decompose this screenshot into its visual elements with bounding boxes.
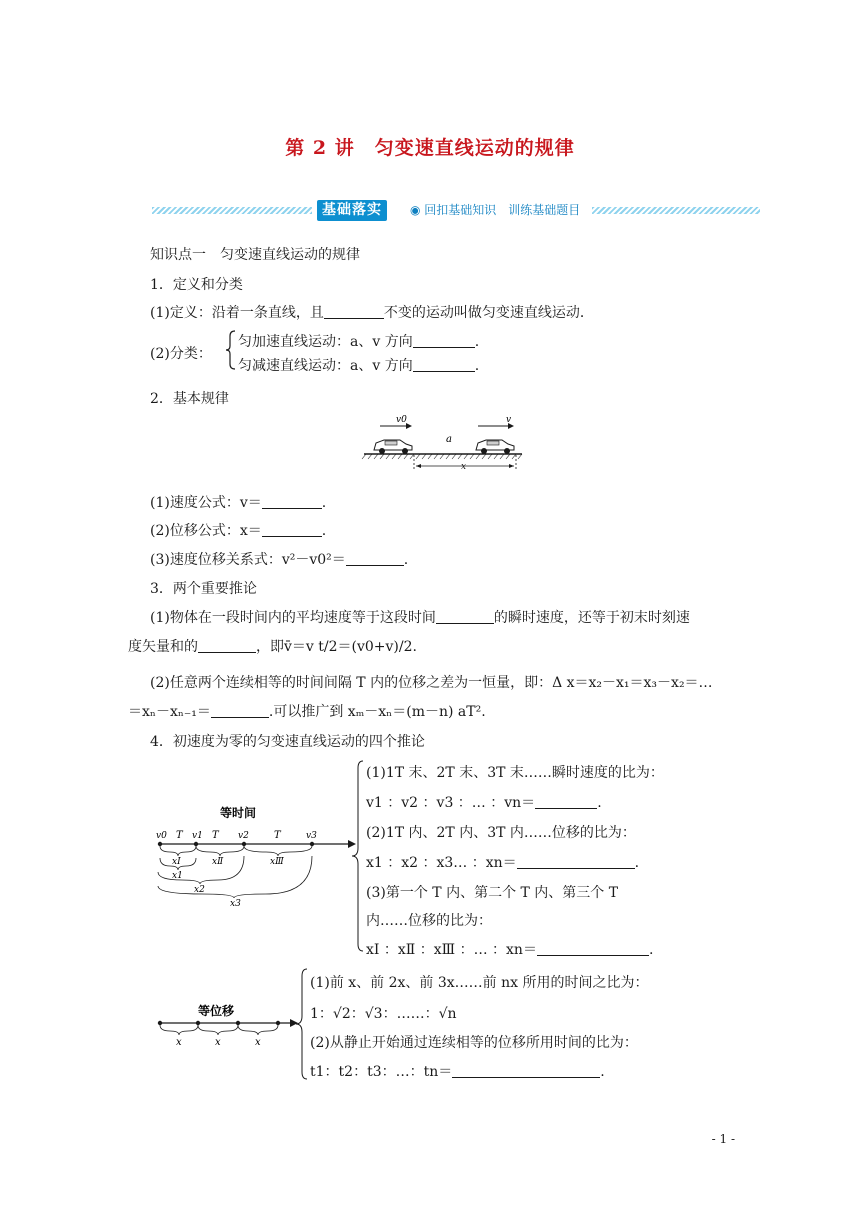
svg-text:v0: v0 bbox=[156, 831, 167, 841]
svg-text:T: T bbox=[212, 830, 219, 841]
v0-label: v0 bbox=[396, 415, 407, 425]
v-label: v bbox=[506, 415, 512, 425]
equal-displacement-brace-icon bbox=[296, 968, 308, 1080]
eq-time-r2a: (2)1T 内、2T 内、3T 内……位移的比为： bbox=[366, 825, 636, 841]
svg-text:x2: x2 bbox=[194, 885, 205, 895]
corollary-2-line-1: (2)任意两个连续相等的时间间隔 T 内的位移之差为一恒量，即：Δ x＝x₂－x₁＝x₃－x₂＝… bbox=[150, 675, 713, 691]
equal-time-brace-icon bbox=[352, 760, 364, 952]
svg-text:v1: v1 bbox=[192, 831, 203, 841]
x-label: x bbox=[461, 462, 467, 472]
displacement-formula: (2)位移公式：x＝ . bbox=[150, 523, 327, 539]
banner-badge: 基础落实 bbox=[317, 200, 387, 221]
svg-text:xⅡ: xⅡ bbox=[212, 857, 224, 867]
svg-text:x: x bbox=[255, 1037, 261, 1048]
svg-text:x: x bbox=[176, 1037, 182, 1048]
definition-line: (1)定义：沿着一条直线，且 不变的运动叫做匀变速直线运动． bbox=[150, 305, 594, 321]
eq-time-r3c: xⅠ ：xⅡ ：xⅢ ：… ：xn＝ . bbox=[366, 942, 654, 958]
corollary-1-line-2: 度矢量和的 ，即v̄＝v t/2＝(v0+v)/2. bbox=[128, 639, 417, 655]
classification-label: (2)分类： bbox=[150, 346, 212, 362]
svg-text:xⅢ: xⅢ bbox=[270, 857, 284, 867]
section-4-heading: 4．初速度为零的匀变速直线运动的四个推论 bbox=[150, 734, 425, 750]
eq-time-r1b: v1 ：v2 ：v3 ：… ：vn＝ . bbox=[366, 795, 602, 811]
knowledge-heading: 知识点一 匀变速直线运动的规律 bbox=[150, 247, 360, 263]
eq-disp-r2b: t1：t2：t3：…：tn＝ . bbox=[310, 1064, 605, 1080]
svg-text:x3: x3 bbox=[230, 899, 241, 909]
eq-disp-r1b: 1：√2：√3：……：√n bbox=[310, 1006, 457, 1022]
eq-time-r1a: (1)1T 末、2T 末、3T 末……瞬时速度的比为： bbox=[366, 765, 664, 781]
equal-time-label: 等时间 bbox=[220, 806, 257, 820]
velocity-displacement-formula: (3)速度位移关系式：v²－v0²＝ . bbox=[150, 552, 409, 568]
left-brace-icon bbox=[226, 330, 236, 370]
svg-text:T: T bbox=[274, 830, 281, 841]
corollary-1-line-1: (1)物体在一段时间内的平均速度等于这段时间 的瞬时速度，还等于初末时刻速 bbox=[150, 610, 690, 626]
classification-decelerate: 匀减速直线运动：a、v 方向 . bbox=[238, 358, 480, 374]
equal-displacement-label: 等位移 bbox=[198, 1004, 235, 1018]
section-1-heading: 1．定义和分类 bbox=[150, 277, 243, 293]
car-right-icon bbox=[476, 440, 514, 454]
page-title: 第 2 讲 匀变速直线运动的规律 bbox=[285, 137, 575, 159]
svg-text:x1: x1 bbox=[172, 871, 183, 881]
eq-time-r3a: (3)第一个 T 内、第二个 T 内、第三个 T bbox=[366, 885, 619, 901]
a-label: a bbox=[446, 434, 452, 445]
car-motion-figure bbox=[360, 412, 526, 474]
banner-subtitle: ◉ 回扣基础知识 训练基础题目 bbox=[410, 203, 581, 217]
svg-text:v3: v3 bbox=[306, 831, 317, 841]
eq-time-r3b: 内……位移的比为： bbox=[366, 913, 492, 929]
blank bbox=[324, 304, 384, 319]
svg-text:v2: v2 bbox=[238, 831, 249, 841]
car-left-icon bbox=[374, 440, 412, 454]
section-banner bbox=[152, 197, 760, 223]
banner-stripe-left bbox=[152, 207, 312, 214]
eq-disp-r1a: (1)前 x、前 2x、前 3x……前 nx 所用的时间之比为： bbox=[310, 975, 649, 991]
banner-stripe-right bbox=[592, 207, 760, 214]
eq-time-r2b: x1 ：x2 ：x3… ：xn＝ . bbox=[366, 855, 640, 871]
corollary-2-line-2: ＝xₙ－xₙ₋₁＝ .可以推广到 xₘ－xₙ＝(m－n) aT². bbox=[128, 704, 486, 720]
section-2-heading: 2．基本规律 bbox=[150, 391, 229, 407]
svg-text:xⅠ: xⅠ bbox=[172, 857, 181, 867]
eq-disp-r2a: (2)从静止开始通过连续相等的位移所用时间的比为： bbox=[310, 1035, 638, 1051]
svg-text:x: x bbox=[215, 1037, 221, 1048]
classification-accelerate: 匀加速直线运动：a、v 方向 . bbox=[238, 334, 480, 350]
velocity-formula: (1)速度公式：v＝ . bbox=[150, 495, 327, 511]
equal-displacement-diagram bbox=[152, 998, 302, 1048]
section-3-heading: 3．两个重要推论 bbox=[150, 581, 257, 597]
svg-text:T: T bbox=[176, 830, 183, 841]
page-number: - 1 - bbox=[711, 1132, 735, 1146]
equal-time-diagram bbox=[152, 800, 362, 910]
